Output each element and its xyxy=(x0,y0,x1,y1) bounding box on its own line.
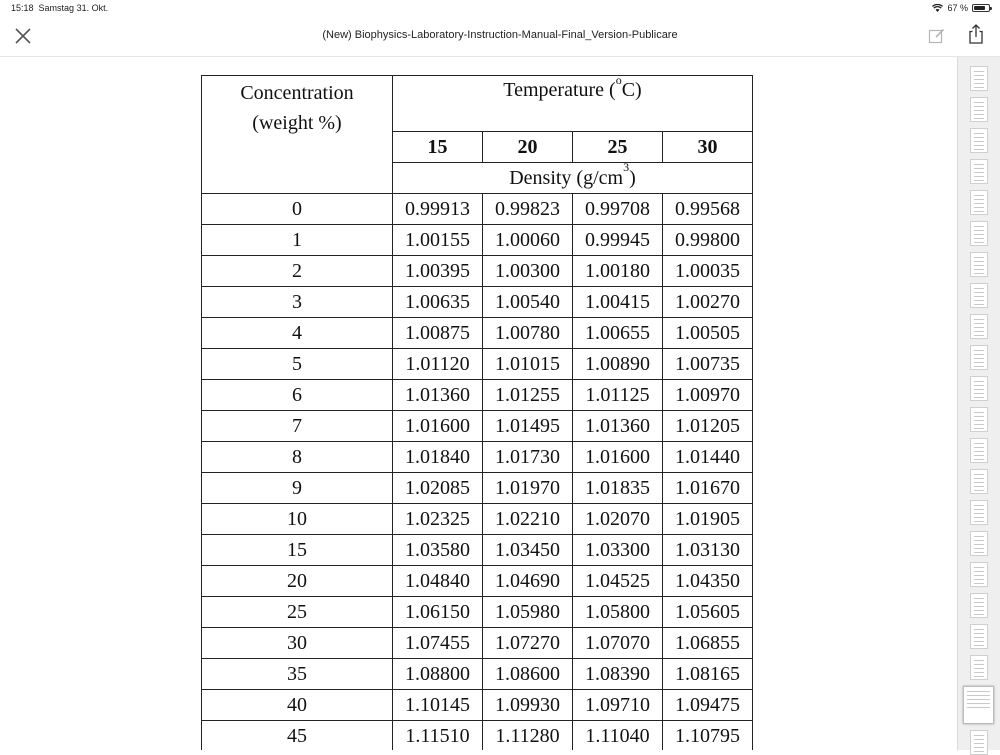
density-cell: 0.99800 xyxy=(663,225,753,256)
density-cell: 1.02070 xyxy=(573,504,663,535)
table-row xyxy=(202,690,753,721)
page-thumbnail[interactable] xyxy=(970,128,988,153)
density-table xyxy=(201,75,753,750)
density-cell: 1.09475 xyxy=(663,690,753,721)
density-cell: 1.00655 xyxy=(573,318,663,349)
density-cell: 1.04350 xyxy=(663,566,753,597)
table-row xyxy=(202,535,753,566)
status-time-date: 15:18 Samstag 31. Okt. xyxy=(11,3,109,13)
concentration-cell: 45 xyxy=(202,721,393,751)
density-cell: 1.00395 xyxy=(393,256,483,287)
table-row xyxy=(202,349,753,380)
density-cell: 1.04690 xyxy=(483,566,573,597)
density-cell: 1.11280 xyxy=(483,721,573,751)
wifi-icon xyxy=(932,4,943,12)
page-thumbnail[interactable] xyxy=(970,66,988,91)
table-row xyxy=(202,287,753,318)
markup-pencil-icon[interactable] xyxy=(928,27,946,45)
density-cell: 1.00780 xyxy=(483,318,573,349)
concentration-cell: 0 xyxy=(202,194,393,225)
density-cell: 1.01205 xyxy=(663,411,753,442)
density-cell: 1.01015 xyxy=(483,349,573,380)
concentration-cell: 6 xyxy=(202,380,393,411)
density-cell: 1.01600 xyxy=(393,411,483,442)
density-cell: 1.10795 xyxy=(663,721,753,751)
table-row xyxy=(202,721,753,751)
page-thumbnail-current[interactable] xyxy=(963,686,994,724)
page-thumbnail[interactable] xyxy=(970,345,988,370)
density-cell: 1.08600 xyxy=(483,659,573,690)
density-cell: 1.01970 xyxy=(483,473,573,504)
density-cell: 1.01360 xyxy=(393,380,483,411)
page-thumbnail[interactable] xyxy=(970,376,988,401)
table-row xyxy=(202,194,753,225)
page-thumbnail[interactable] xyxy=(970,438,988,463)
concentration-cell: 35 xyxy=(202,659,393,690)
concentration-cell: 10 xyxy=(202,504,393,535)
density-cell: 1.08390 xyxy=(573,659,663,690)
page-thumbnail[interactable] xyxy=(970,730,988,755)
density-cell: 1.01905 xyxy=(663,504,753,535)
page-thumbnail[interactable] xyxy=(970,314,988,339)
page-thumbnail[interactable] xyxy=(970,469,988,494)
concentration-header: Concentration (weight %) xyxy=(202,76,393,194)
density-cell: 1.01840 xyxy=(393,442,483,473)
concentration-cell: 20 xyxy=(202,566,393,597)
concentration-cell: 1 xyxy=(202,225,393,256)
concentration-cell: 7 xyxy=(202,411,393,442)
table-row xyxy=(202,256,753,287)
density-cell: 1.01120 xyxy=(393,349,483,380)
density-cell: 1.01255 xyxy=(483,380,573,411)
density-cell: 1.00300 xyxy=(483,256,573,287)
density-cell: 1.00635 xyxy=(393,287,483,318)
table-row xyxy=(202,380,753,411)
page-thumbnail[interactable] xyxy=(970,531,988,556)
page-thumbnail[interactable] xyxy=(970,190,988,215)
table-row xyxy=(202,411,753,442)
density-cell: 0.99945 xyxy=(573,225,663,256)
temperature-column: 30 xyxy=(663,132,753,163)
document-page[interactable] xyxy=(0,57,956,750)
density-cell: 0.99708 xyxy=(573,194,663,225)
document-toolbar xyxy=(0,16,1000,57)
density-cell: 0.99568 xyxy=(663,194,753,225)
table-row xyxy=(202,566,753,597)
temperature-column: 25 xyxy=(573,132,663,163)
density-cell: 1.02325 xyxy=(393,504,483,535)
share-icon[interactable] xyxy=(966,23,986,45)
page-thumbnail[interactable] xyxy=(970,500,988,525)
density-cell: 1.03450 xyxy=(483,535,573,566)
density-cell: 1.10145 xyxy=(393,690,483,721)
concentration-cell: 4 xyxy=(202,318,393,349)
density-cell: 1.09710 xyxy=(573,690,663,721)
density-cell: 1.11040 xyxy=(573,721,663,751)
battery-percent: 67 % xyxy=(947,3,968,13)
density-cell: 1.05800 xyxy=(573,597,663,628)
density-cell: 1.09930 xyxy=(483,690,573,721)
table-row xyxy=(202,442,753,473)
status-bar xyxy=(0,0,1000,16)
density-cell: 0.99913 xyxy=(393,194,483,225)
battery-icon xyxy=(972,4,990,12)
density-cell: 1.01670 xyxy=(663,473,753,504)
density-cell: 1.00270 xyxy=(663,287,753,318)
concentration-cell: 40 xyxy=(202,690,393,721)
density-cell: 1.11510 xyxy=(393,721,483,751)
density-cell: 1.01440 xyxy=(663,442,753,473)
density-cell: 1.01600 xyxy=(573,442,663,473)
density-cell: 1.08800 xyxy=(393,659,483,690)
density-cell: 1.03130 xyxy=(663,535,753,566)
page-thumbnail[interactable] xyxy=(970,562,988,587)
density-cell: 1.07070 xyxy=(573,628,663,659)
concentration-cell: 8 xyxy=(202,442,393,473)
table-row xyxy=(202,597,753,628)
density-cell: 1.03300 xyxy=(573,535,663,566)
temperature-column: 20 xyxy=(483,132,573,163)
concentration-cell: 25 xyxy=(202,597,393,628)
density-cell: 0.99823 xyxy=(483,194,573,225)
table-row xyxy=(202,473,753,504)
table-row xyxy=(202,318,753,349)
concentration-cell: 5 xyxy=(202,349,393,380)
density-cell: 1.00970 xyxy=(663,380,753,411)
density-cell: 1.00540 xyxy=(483,287,573,318)
density-cell: 1.00735 xyxy=(663,349,753,380)
concentration-cell: 2 xyxy=(202,256,393,287)
density-cell: 1.01125 xyxy=(573,380,663,411)
density-cell: 1.01495 xyxy=(483,411,573,442)
page-thumbnail[interactable] xyxy=(970,407,988,432)
page-thumbnail[interactable] xyxy=(970,97,988,122)
density-cell: 1.00890 xyxy=(573,349,663,380)
concentration-cell: 30 xyxy=(202,628,393,659)
density-unit-header: Density $(g/cm^3)$ xyxy=(393,163,753,194)
density-cell: 1.02085 xyxy=(393,473,483,504)
document-title: (New) Biophysics-Laboratory-Instruction-Manual-Final_Version-Publicare xyxy=(322,29,678,41)
table-row xyxy=(202,504,753,535)
density-cell: 1.00505 xyxy=(663,318,753,349)
density-cell: 1.01730 xyxy=(483,442,573,473)
page-thumbnail[interactable] xyxy=(970,624,988,649)
density-cell: 1.04525 xyxy=(573,566,663,597)
density-cell: 1.00060 xyxy=(483,225,573,256)
density-cell: 1.07455 xyxy=(393,628,483,659)
density-cell: 1.00875 xyxy=(393,318,483,349)
density-cell: 1.00035 xyxy=(663,256,753,287)
table-row xyxy=(202,628,753,659)
density-cell: 1.06150 xyxy=(393,597,483,628)
density-cell: 1.01835 xyxy=(573,473,663,504)
density-cell: 1.00155 xyxy=(393,225,483,256)
page-thumbnail[interactable] xyxy=(970,252,988,277)
density-cell: 1.07270 xyxy=(483,628,573,659)
density-cell: 1.03580 xyxy=(393,535,483,566)
page-thumbnail[interactable] xyxy=(970,221,988,246)
density-cell: 1.04840 xyxy=(393,566,483,597)
density-cell: 1.00415 xyxy=(573,287,663,318)
page-thumbnails-sidebar[interactable] xyxy=(957,57,1000,750)
density-cell: 1.06855 xyxy=(663,628,753,659)
temperature-header: Temperature ($^o$C) xyxy=(393,76,753,132)
status-right xyxy=(932,3,990,13)
page-thumbnail[interactable] xyxy=(970,593,988,618)
density-cell: 1.08165 xyxy=(663,659,753,690)
temperature-column: 15 xyxy=(393,132,483,163)
table-row xyxy=(202,225,753,256)
density-cell: 1.05605 xyxy=(663,597,753,628)
density-cell: 1.01360 xyxy=(573,411,663,442)
density-cell: 1.00180 xyxy=(573,256,663,287)
page-thumbnail[interactable] xyxy=(970,655,988,680)
density-cell: 1.05980 xyxy=(483,597,573,628)
page-thumbnail[interactable] xyxy=(970,159,988,184)
density-cell: 1.02210 xyxy=(483,504,573,535)
concentration-cell: 3 xyxy=(202,287,393,318)
page-thumbnail[interactable] xyxy=(970,283,988,308)
concentration-cell: 9 xyxy=(202,473,393,504)
table-row xyxy=(202,659,753,690)
concentration-cell: 15 xyxy=(202,535,393,566)
